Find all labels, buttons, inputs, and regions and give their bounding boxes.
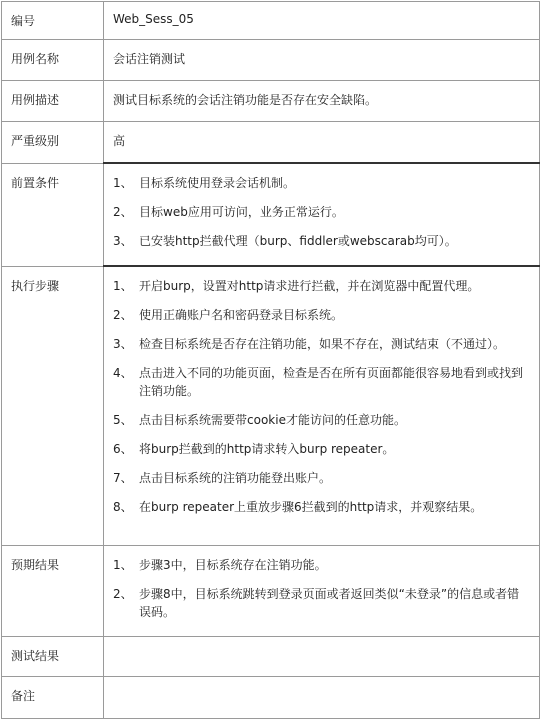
list-item: 1、 目标系统使用登录会话机制。 (113, 176, 296, 190)
case-description-value: 测试目标系统的会话注销功能是否存在安全缺陷。 (104, 81, 540, 122)
preconditions-list (104, 163, 540, 266)
list-item: 7、 点击目标系统的注销功能登出账户。 (113, 471, 332, 485)
list-item: 1、 步骤3中，目标系统存在注销功能。 (113, 558, 327, 572)
row-label: 前置条件 (2, 163, 104, 266)
list-item: 4、 点击进入不同的功能页面，检查是否在所有页面都能很容易地看到或找到注销功能。 (113, 366, 524, 398)
notes-value (104, 677, 540, 719)
row-label: 测试结果 (2, 637, 104, 677)
row-label: 严重级别 (2, 122, 104, 164)
row-name (2, 40, 540, 81)
severity-value: 高 (104, 122, 540, 164)
case-name-value: 会话注销测试 (104, 40, 540, 81)
case-id-value: Web_Sess_05 (104, 2, 540, 40)
row-id (2, 2, 540, 40)
list-item: 3、 检查目标系统是否存在注销功能，如果不存在，测试结束（不通过）。 (113, 337, 506, 351)
row-description (2, 81, 540, 122)
list-item: 2、 使用正确账户名和密码登录目标系统。 (113, 308, 344, 322)
expected-list (104, 546, 540, 637)
row-label: 执行步骤 (2, 266, 104, 546)
list-item: 3、 已安装http拦截代理（burp、fiddler或webscarab均可）。 (113, 234, 457, 248)
row-label: 用例名称 (2, 40, 104, 81)
list-item: 2、 目标web应用可访问，业务正常运行。 (113, 205, 344, 219)
list-item: 2、 步骤8中，目标系统跳转到登录页面或者返回类似“未登录”的信息或者错误码。 (113, 587, 520, 619)
row-result (2, 637, 540, 677)
row-expected (2, 546, 540, 637)
list-item: 5、 点击目标系统需要带cookie才能访问的任意功能。 (113, 413, 406, 427)
test-case-table (1, 1, 540, 719)
list-item: 8、 在burp repeater上重放步骤6拦截到的http请求，并观察结果。 (113, 500, 483, 514)
result-value (104, 637, 540, 677)
row-label: 编号 (2, 2, 104, 40)
row-severity (2, 122, 540, 164)
row-label: 用例描述 (2, 81, 104, 122)
steps-list (104, 266, 540, 546)
row-notes (2, 677, 540, 719)
row-steps (2, 266, 540, 546)
list-item: 1、 开启burp，设置对http请求进行拦截，并在浏览器中配置代理。 (113, 279, 480, 293)
row-preconditions (2, 163, 540, 266)
row-label: 预期结果 (2, 546, 104, 637)
list-item: 6、 将burp拦截到的http请求转入burp repeater。 (113, 442, 395, 456)
row-label: 备注 (2, 677, 104, 719)
